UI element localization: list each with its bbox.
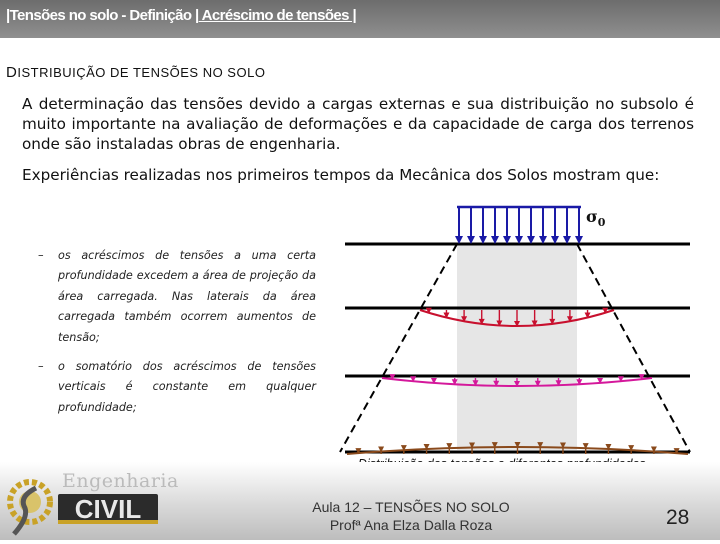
breadcrumb-active[interactable]: Acréscimo de tensões | <box>198 7 357 24</box>
intro-paragraph: A determinação das tensões devido a cargas externas e sua distribuição no subsolo é muito importante na avaliação de deformações e da capacidade de carga dos terrenos onde são instaladas obras de engenharia. <box>22 95 694 153</box>
load-subscript: 0 <box>597 216 606 229</box>
section-title-rest: ISTRIBUIÇÃO DE TENSÕES NO SOLO <box>17 65 266 80</box>
course-line: Aula 12 – TENSÕES NO SOLO <box>312 499 510 515</box>
bullet-text: o somatório dos acréscimos de tensões verticais é constante em qualquer profundidade; <box>58 360 316 414</box>
right-spread-line <box>577 244 690 452</box>
left-spread-line <box>340 244 457 452</box>
bullet-dash: – <box>38 360 44 374</box>
page-number: 28 <box>666 506 690 529</box>
breadcrumb-prefix: |Tensões no solo - Definição | <box>6 7 199 24</box>
section-title-initial: D <box>6 64 18 81</box>
loaded-area-shading <box>457 244 577 450</box>
stress-curve-level-1 <box>420 308 614 327</box>
bullet-dash: – <box>38 249 44 262</box>
surface-load-arrows <box>455 207 583 244</box>
load-symbol: σ <box>586 207 598 226</box>
engenharia-civil-logo <box>0 466 179 540</box>
logo-top-text: Engenharia <box>62 470 179 492</box>
load-label <box>586 207 606 229</box>
experiments-paragraph: Experiências realizadas nos primeiros tempos da Mecânica dos Solos mostram que: <box>22 166 660 184</box>
bullet-text: os acréscimos de tensões a uma certa profundidade excedem a área de projeção da área carregada. Nas laterais da área carregada também ocorrem aumentos de tensão; <box>58 249 316 344</box>
logo-main-text: CIVIL <box>74 494 142 524</box>
professor-line: Profª Ana Elza Dalla Roza <box>329 517 493 533</box>
footer-text <box>296 498 526 534</box>
